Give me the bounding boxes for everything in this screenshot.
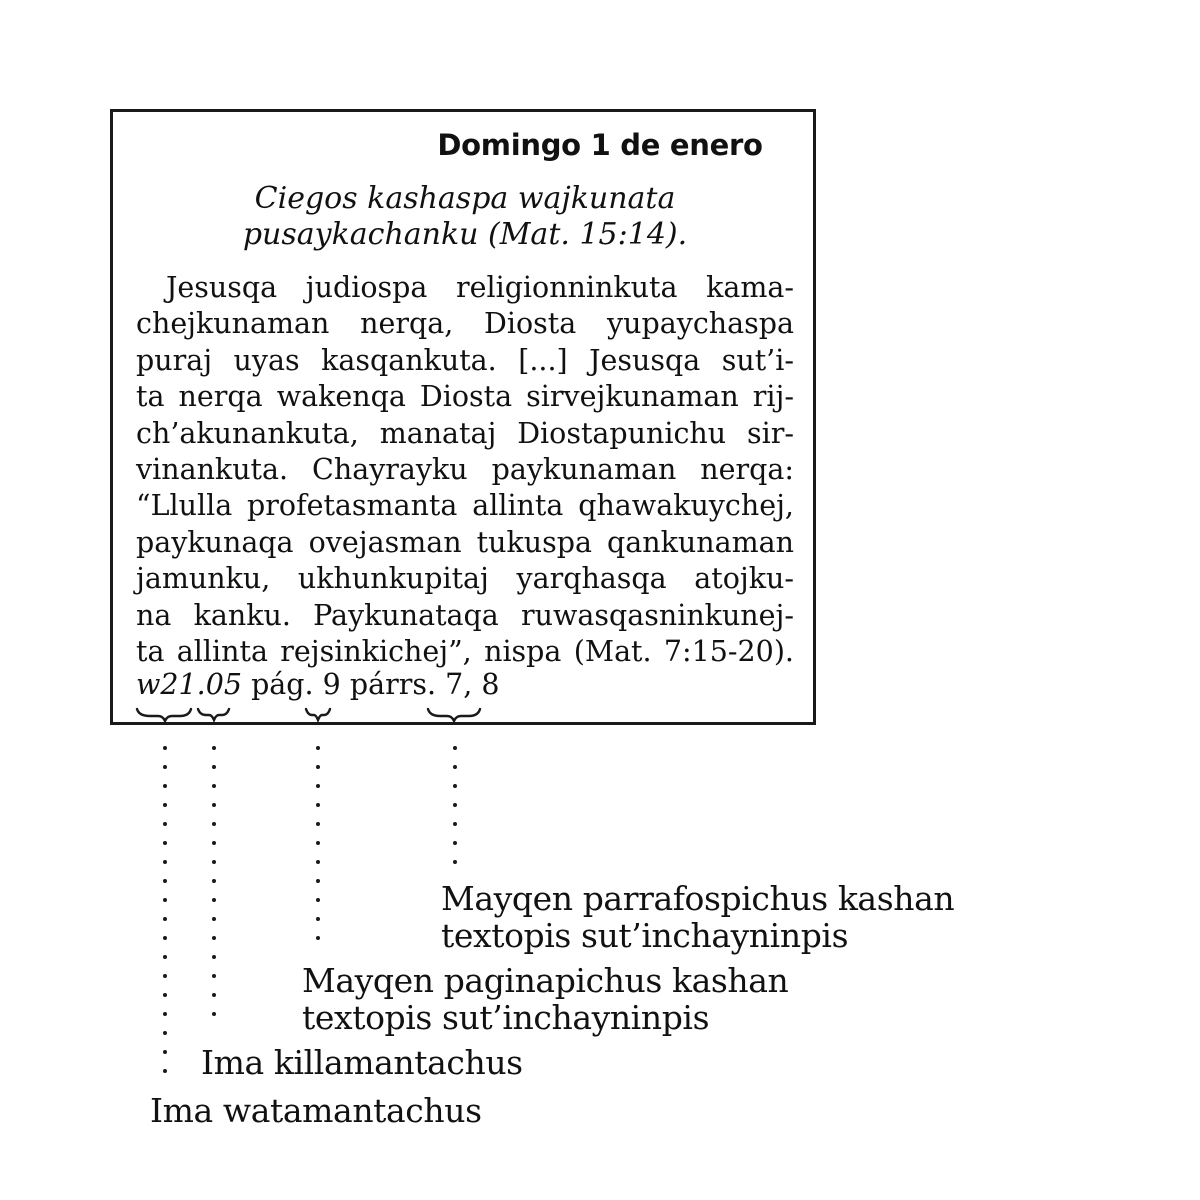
body-line: ta nerqa wakenqa Diosta sirvejkunaman rij-	[136, 380, 794, 414]
verse-line-1: Ciegos kashaspa wajkunata	[254, 181, 676, 216]
body-line: “Llulla profetasmanta allinta qhawakuychej,	[136, 489, 794, 523]
ref-paragraphs: 7, 8	[445, 668, 500, 701]
label-paragraphs-line2: textopis sut’inchayninpis	[441, 916, 849, 955]
body-line: jamunku, ukhunkupitaj yarqhasqa atojku-	[136, 562, 794, 596]
body-line: chejkunaman nerqa, Diosta yupaychaspa	[136, 307, 794, 341]
body-line: ta allinta rejsinkichej”, nispa (Mat. 7:15-20).	[136, 635, 794, 669]
label-issue: Ima killamantachus	[201, 1043, 523, 1082]
label-page	[302, 962, 788, 1036]
ref-page: 9	[322, 668, 341, 701]
card-body	[136, 270, 794, 670]
label-page-line2: textopis sut’inchayninpis	[302, 998, 710, 1037]
label-paragraphs-line1: Mayqen parrafospichus kashan	[441, 879, 955, 918]
label-page-line1: Mayqen paginapichus kashan	[302, 961, 789, 1000]
ref-issue: .05	[196, 668, 242, 701]
label-paragraphs	[441, 880, 954, 954]
ref-page-label: pág.	[251, 668, 314, 701]
ref-paragraph-label: párrs.	[349, 668, 437, 701]
label-year: Ima watamantachus	[150, 1091, 482, 1130]
card-date: Domingo 1 de enero	[437, 128, 763, 162]
body-line: Jesusqa judiospa religionninkuta kama-	[166, 271, 794, 304]
body-line: paykunaqa ovejasman tukuspa qankunaman	[136, 525, 794, 559]
ref-watchtower: w21	[136, 668, 197, 701]
verse-line-2: pusaykachanku (Mat. 15:14).	[242, 217, 688, 252]
body-line: na kanku. Paykunataqa ruwasqasninkunej-	[136, 598, 794, 632]
body-line: puraj uyas kasqankuta. [...] Jesusqa sut’i-	[136, 343, 794, 377]
reference-line	[136, 667, 500, 703]
body-line: ch’akunankuta, manataj Diostapunichu sir-	[136, 416, 794, 450]
body-line: vinankuta. Chayrayku paykunaman nerqa:	[136, 453, 794, 487]
card-verse	[0, 181, 930, 253]
